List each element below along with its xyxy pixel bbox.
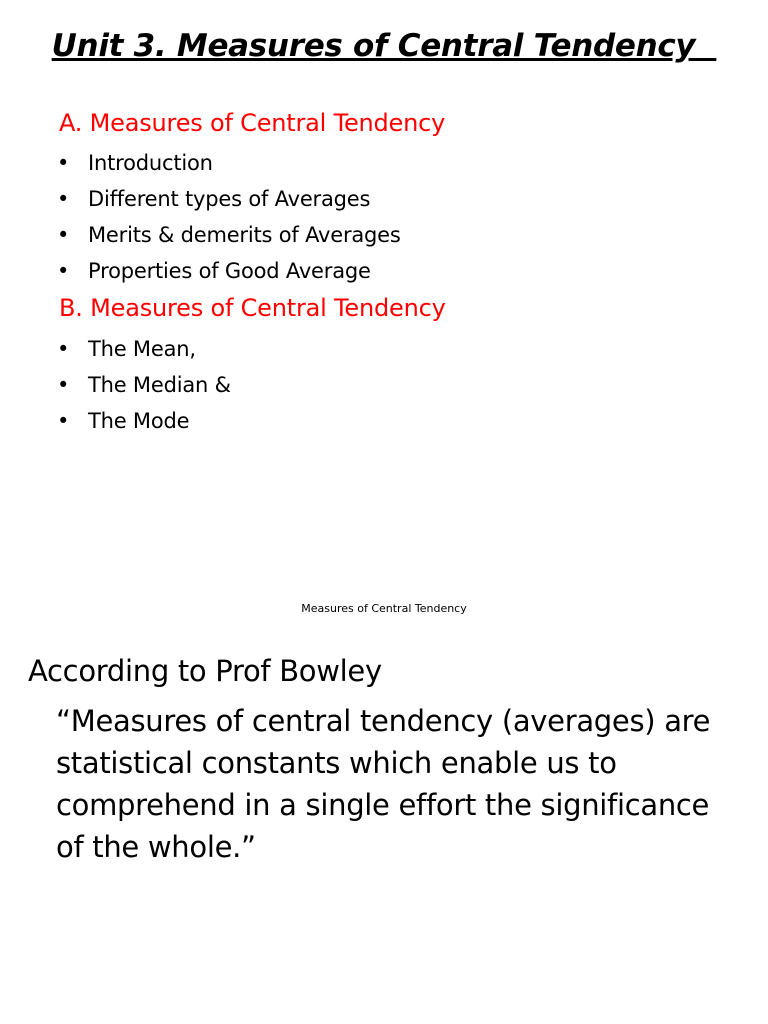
slide-title: Unit 3. Measures of Central Tendency — [51, 28, 717, 64]
list-item-label: The Median & — [88, 373, 231, 397]
bullet-icon: • — [57, 259, 70, 283]
list-item — [57, 406, 231, 442]
quote-line: statistical constants which enable us to — [56, 746, 617, 780]
list-item-label: Introduction — [88, 151, 213, 175]
bullet-icon: • — [57, 187, 70, 211]
bowley-quote — [56, 700, 736, 868]
list-item — [57, 148, 401, 184]
list-item — [57, 184, 401, 220]
bullet-icon: • — [57, 151, 70, 175]
bullet-icon: • — [57, 337, 70, 361]
section-a-list — [57, 148, 401, 292]
quote-line: comprehend in a single effort the significance — [56, 788, 710, 822]
quote-line: “Measures of central tendency (averages) are — [56, 704, 711, 738]
bullet-icon: • — [57, 409, 70, 433]
list-item — [57, 334, 231, 370]
quote-attribution: According to Prof Bowley — [28, 654, 382, 688]
list-item — [57, 370, 231, 406]
list-item — [57, 256, 401, 292]
list-item-label: Properties of Good Average — [88, 259, 371, 283]
section-b-list — [57, 334, 231, 442]
list-item-label: The Mode — [88, 409, 190, 433]
section-b-heading: B. Measures of Central Tendency — [59, 294, 446, 322]
bullet-icon: • — [57, 373, 70, 397]
quote-line: of the whole.” — [56, 830, 256, 864]
page-footer: Measures of Central Tendency — [301, 602, 467, 615]
list-item — [57, 220, 401, 256]
list-item-label: The Mean, — [88, 337, 196, 361]
section-a-heading: A. Measures of Central Tendency — [59, 109, 446, 137]
list-item-label: Different types of Averages — [88, 187, 371, 211]
bullet-icon: • — [57, 223, 70, 247]
list-item-label: Merits & demerits of Averages — [88, 223, 401, 247]
